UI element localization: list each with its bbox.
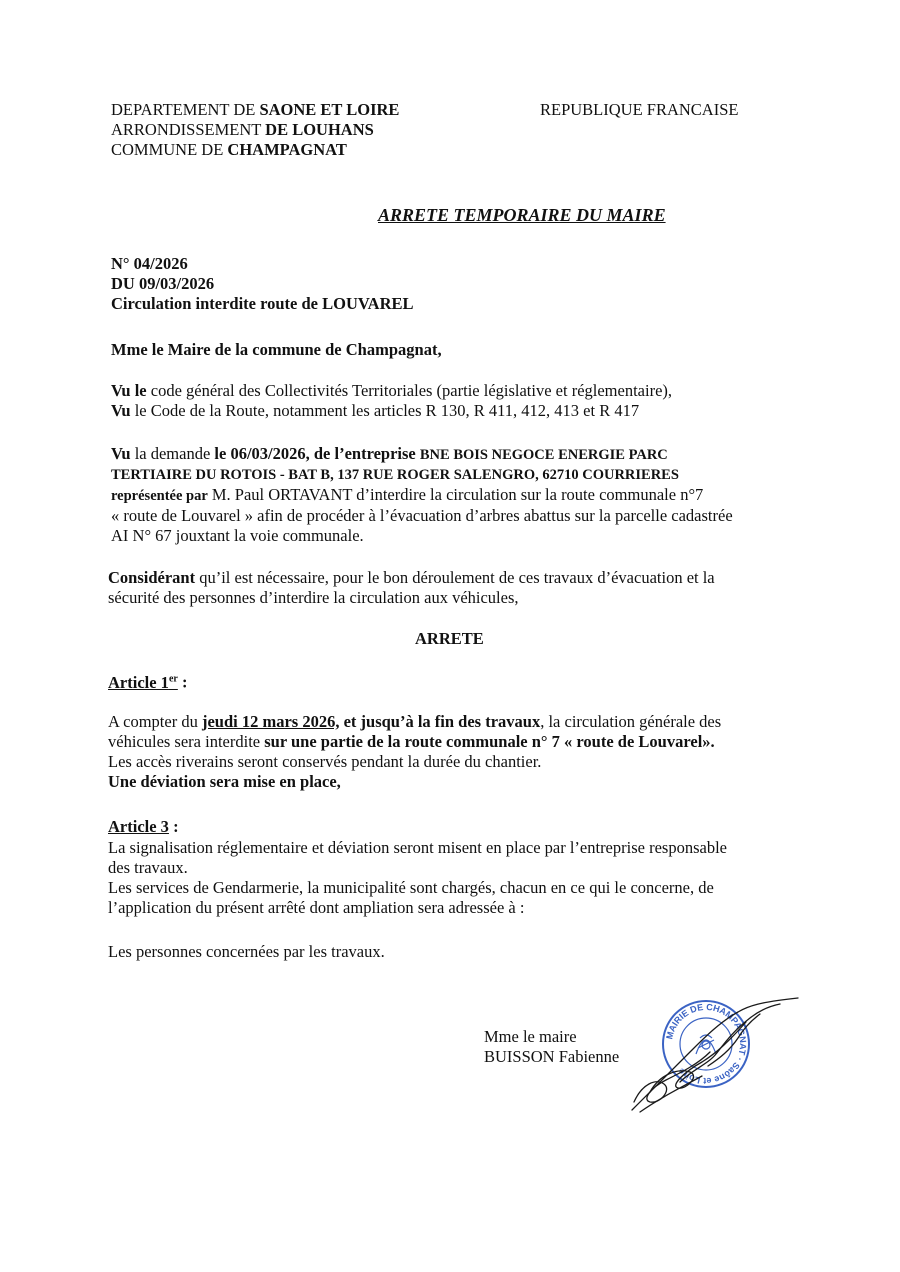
article-3-line-1: La signalisation réglementaire et déviation seront misent en place par l’entreprise responsable [108, 838, 727, 857]
reference-block [111, 254, 414, 314]
considerant-block [108, 568, 715, 608]
mayor-intro: Mme le Maire de la commune de Champagnat, [111, 340, 442, 359]
recipients: Les personnes concernées par les travaux. [108, 942, 385, 961]
signature-name: BUISSON Fabienne [484, 1047, 620, 1066]
header-arrondissement: ARRONDISSEMENT DE LOUHANS [111, 120, 374, 139]
demande-line-3: représentée par M. Paul ORTAVANT d’interdire la circulation sur la route communale n°7 [111, 485, 704, 504]
header-departement: DEPARTEMENT DE SAONE ET LOIRE [111, 100, 400, 119]
document-title: ARRETE TEMPORAIRE DU MAIRE [378, 205, 666, 225]
header-commune: COMMUNE DE CHAMPAGNAT [111, 140, 347, 159]
header-republique: REPUBLIQUE FRANCAISE [540, 100, 739, 119]
arrete-heading: ARRETE [415, 629, 484, 648]
signature-block [484, 1027, 619, 1067]
reference-date: DU 09/03/2026 [111, 274, 215, 293]
considerant-line-2: sécurité des personnes d’interdire la circulation aux véhicules, [108, 588, 519, 607]
article-1-line-4: Une déviation sera mise en place, [108, 772, 341, 791]
article-3-line-3: Les services de Gendarmerie, la municipalité sont chargés, chacun en ce qui le concerne, de [108, 878, 714, 897]
demande-line-5: AI N° 67 jouxtant la voie communale. [111, 526, 364, 545]
vu-line-1: Vu le code général des Collectivités Territoriales (partie législative et réglementaire), [111, 381, 673, 400]
vu-block [111, 381, 672, 421]
article-3-title: Article 3 : [108, 817, 179, 836]
header-left [111, 100, 399, 160]
reference-number: N° 04/2026 [111, 254, 188, 273]
article-3-line-2: des travaux. [108, 858, 188, 877]
article-3-line-4: l’application du présent arrêté dont ampliation sera adressée à : [108, 898, 525, 917]
vu-line-2: Vu le Code de la Route, notamment les articles R 130, R 411, 412, 413 et R 417 [111, 401, 640, 420]
signature-role: Mme le maire [484, 1027, 577, 1046]
article-1-title: Article 1er : [108, 672, 188, 692]
article-1-line-2: véhicules sera interdite sur une partie de la route communale n° 7 « route de Louvarel». [108, 732, 715, 751]
handwritten-signature [620, 992, 805, 1117]
article-3-body [108, 838, 798, 918]
demande-block [111, 444, 733, 546]
demande-line-1: Vu la demande le 06/03/2026, de l’entreprise BNE BOIS NEGOCE ENERGIE PARC [111, 444, 668, 463]
article-1-line-1: A compter du jeudi 12 mars 2026, et jusqu’à la fin des travaux, la circulation générale des [108, 712, 722, 731]
reference-subject: Circulation interdite route de LOUVAREL [111, 294, 414, 313]
demande-line-4: « route de Louvarel » afin de procéder à l’évacuation d’arbres abattus sur la parcelle cadastrée [111, 506, 733, 525]
seal-text: MAIRIE DE CHAMPAGNAT · Saône et Loire [664, 1001, 749, 1087]
considerant-line-1: Considérant qu’il est nécessaire, pour le bon déroulement de ces travaux d’évacuation et la [108, 568, 715, 587]
article-1-line-3: Les accès riverains seront conservés pendant la durée du chantier. [108, 752, 542, 771]
demande-line-2: TERTIAIRE DU ROTOIS - BAT B, 137 RUE ROGER SALENGRO, 62710 COURRIERES [111, 467, 679, 483]
article-1-body [108, 712, 798, 792]
